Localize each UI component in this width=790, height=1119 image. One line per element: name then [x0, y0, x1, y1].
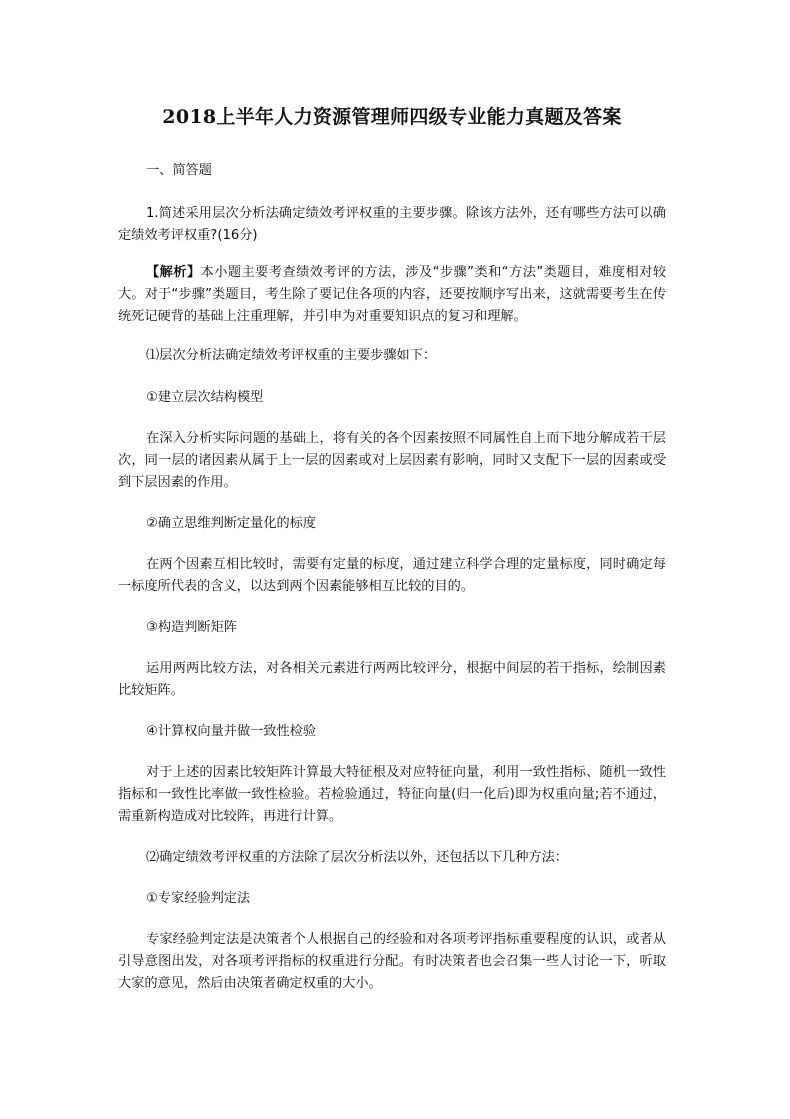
step3-text: 运用两两比较方法，对各相关元素进行两两比较评分，根据中间层的若干指标，绘制因素比较矩阵。	[118, 661, 666, 698]
question-points: (16分)	[217, 228, 258, 243]
step1-text: 在深入分析实际问题的基础上，将有关的各个因素按照不同属性自上而下地分解成若干层次，同一层的诸因素从属于上一层的因素或对上层因素有影响，同时又支配下一层的因素或受到下层因素的作用。	[118, 431, 666, 490]
document-title: 2018上半年人力资源管理师四级专业能力真题及答案	[162, 106, 622, 128]
part2-heading: ⑵确定绩效考评权重的方法除了层次分析法以外，还包括以下几种方法：	[146, 850, 568, 865]
step1-heading: ①建立层次结构模型	[146, 390, 264, 405]
step2-heading: ②确立思维判断定量化的标度	[146, 516, 317, 531]
part1-heading: ⑴层次分析法确定绩效考评权重的主要步骤如下：	[146, 348, 437, 363]
analysis-paragraph	[118, 262, 666, 328]
analysis-text: 本小题主要考查绩效考评的方法，涉及“步骤”类和“方法”类题目，难度相对较大。对于“步骤”类题目，考生除了要记住各项的内容，还要按顺序写出来，这就需要考生在传统死记硬背的基础上注重理解，并引申为对重要知识点的复习和理解。	[118, 265, 667, 324]
analysis-tag: 【解析】	[146, 265, 201, 280]
step3-heading: ③构造判断矩阵	[146, 620, 237, 635]
question-text: 1.简述采用层次分析法确定绩效考评权重的主要步骤。除该方法外，还有哪些方法可以确定绩效考评权重?	[118, 206, 666, 243]
method1-heading: ①专家经验判定法	[146, 891, 251, 906]
step4-text: 对于上述的因素比较矩阵计算最大特征根及对应特征向量，利用一致性指标、随机一致性指标和一致性比率做一致性检验。若检验通过，特征向量(归一化后)即为权重向量;若不通过，需重新构造成对比较阵，再进行计算。	[118, 765, 666, 824]
method1-text: 专家经验判定法是决策者个人根据自己的经验和对各项考评指标重要程度的认识，或者从引导意图出发，对各项考评指标的权重进行分配。有时决策者也会召集一些人讨论一下，听取大家的意见，然后由决策者确定权重的大小。	[118, 932, 666, 991]
step2-text: 在两个因素互相比较时，需要有定量的标度，通过建立科学合理的定量标度，同时确定每一标度所代表的含义，以达到两个因素能够相互比较的目的。	[118, 557, 666, 594]
question-paragraph	[118, 203, 666, 247]
step4-heading: ④计算权向量并做一致性检验	[146, 724, 317, 739]
section-heading: 一、简答题	[146, 163, 212, 178]
